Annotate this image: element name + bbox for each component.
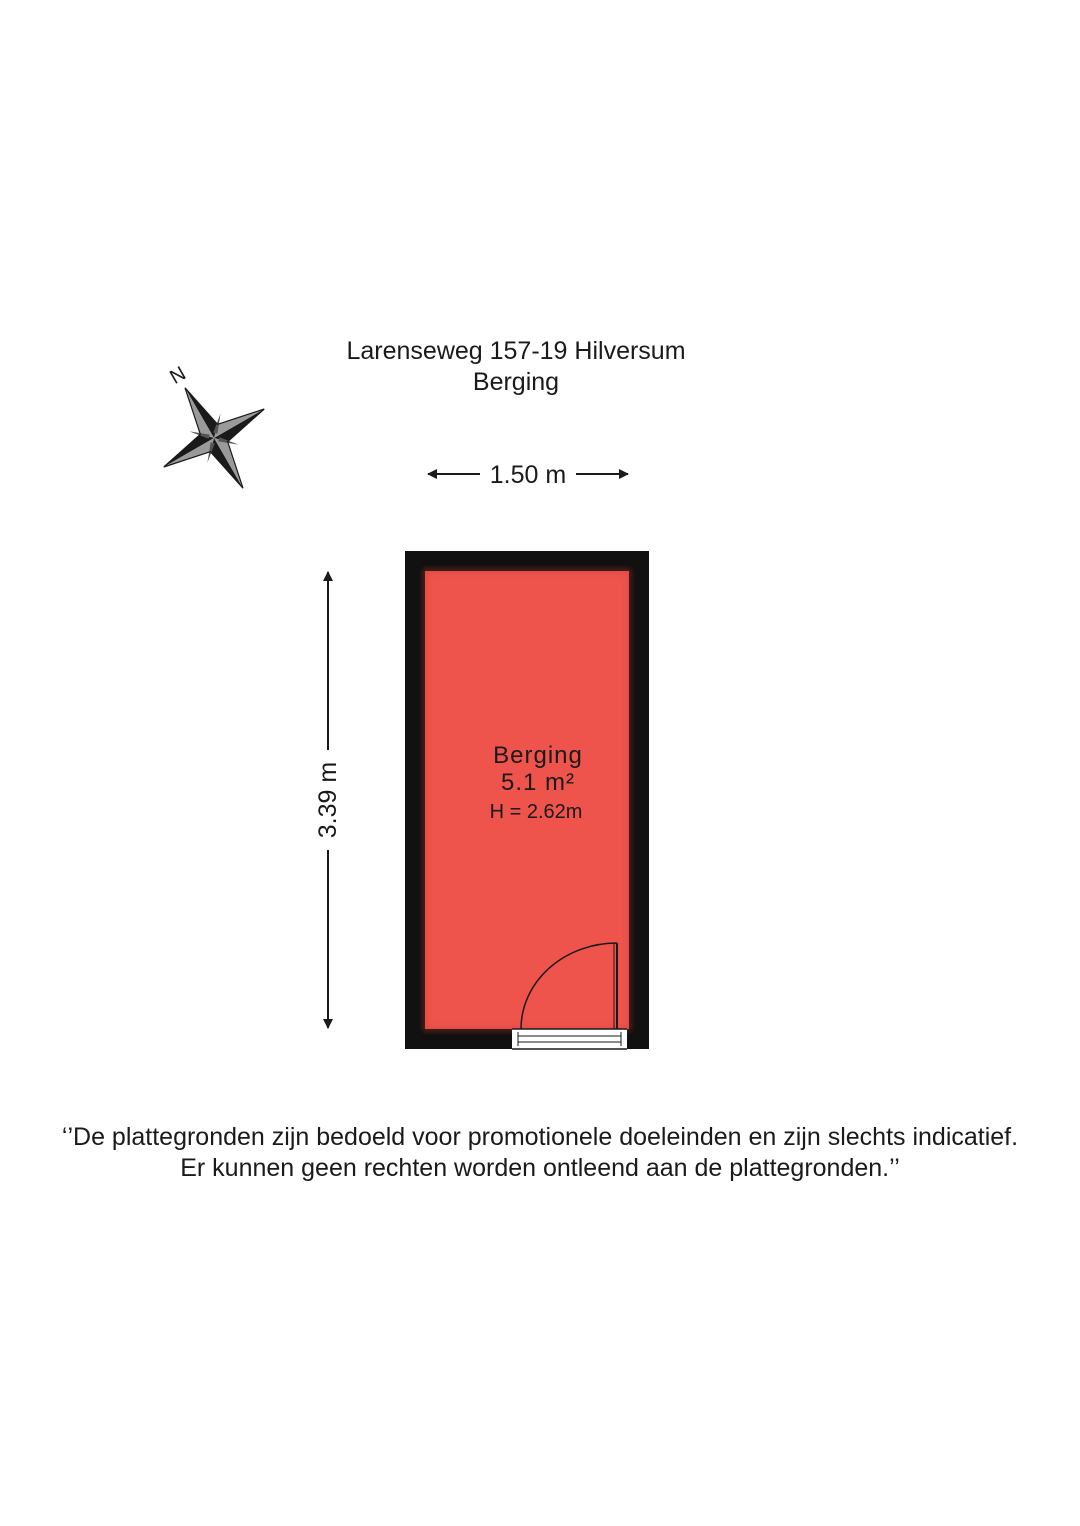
height-dimension [314,572,342,1028]
room-ceiling-height: H = 2.62m [489,801,583,823]
disclaimer-line-2: Er kunnen geen rechten worden ontleend aan de plattegronden.’’ [180,1154,900,1182]
width-label: 1.50 m [489,461,567,489]
room-area: 5.1 m² [500,769,576,796]
disclaimer [0,1122,1080,1184]
room-berging [425,571,629,1029]
floor-subtitle: Berging [472,368,560,396]
north-label: N [166,362,190,389]
address-title: Larenseweg 157-19 Hilversum [346,337,686,365]
height-label: 3.39 m [314,761,342,839]
compass-rose-icon [122,337,293,517]
door-opening [512,1029,627,1049]
disclaimer-line-1: ‘’De plattegronden zijn bedoeld voor promotionele doeleinden en zijn slechts indicatief. [61,1123,1019,1151]
width-dimension [428,461,628,489]
room-name: Berging [493,742,583,769]
